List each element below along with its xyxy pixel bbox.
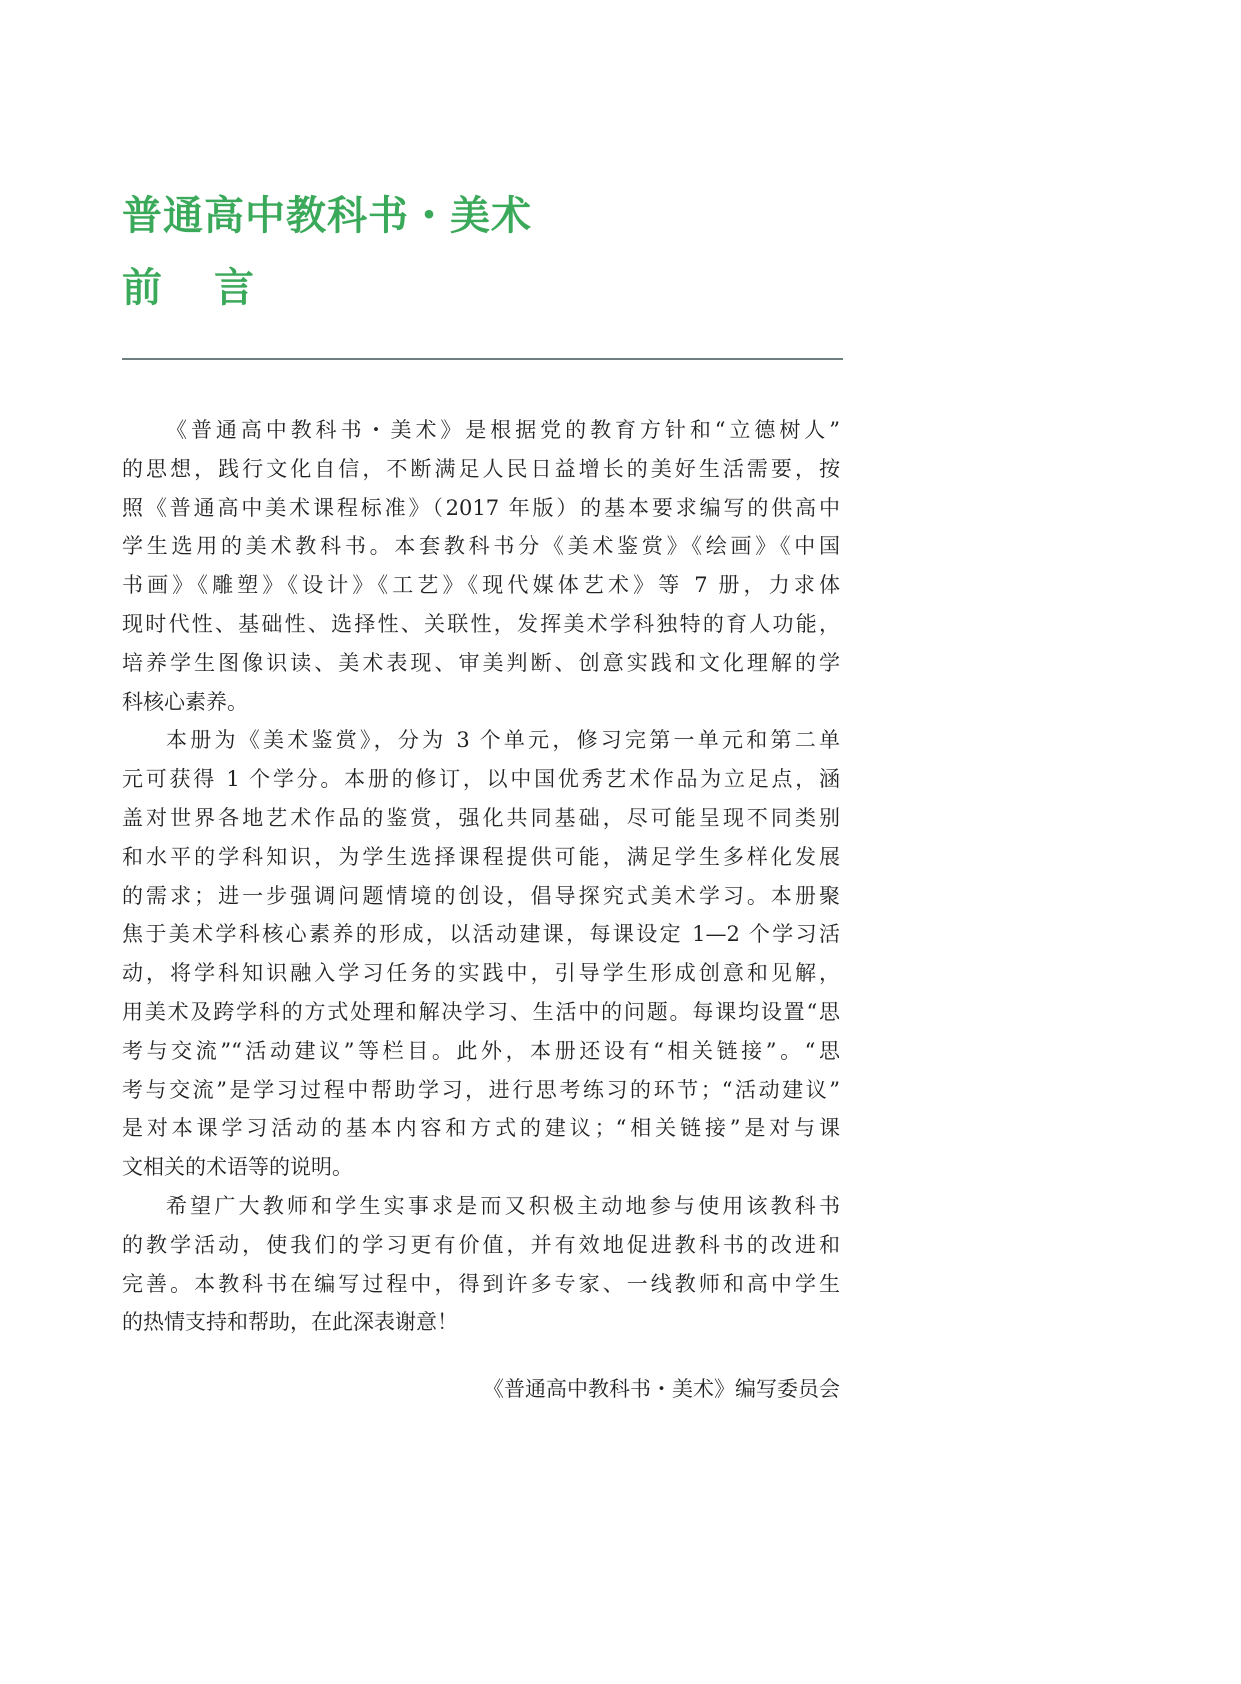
paragraph-line: 希望广大教师和学生实事求是而又积极主动地参与使用该教科书 [166,1193,840,1218]
section-title [122,264,254,312]
paragraph-line: 的热情支持和帮助，在此深表谢意！ [122,1310,458,1335]
signature: 《普通高中教科书・美术》编写委员会 [483,1377,840,1401]
paragraph-line: 完善。本教科书在编写过程中，得到许多专家、一线教师和高中学生 [122,1271,840,1296]
paragraph-line: 现时代性、基础性、选择性、关联性，发挥美术学科独特的育人功能， [122,611,840,636]
paragraph-line: 是对本课学习活动的基本内容和方式的建议；“相关链接”是对与课 [122,1116,840,1141]
series-title: 普通高中教科书・美术 [122,193,532,239]
paragraph-line: 文相关的术语等的说明。 [122,1155,353,1180]
paragraph-line: 的需求；进一步强调问题情境的创设，倡导探究式美术学习。本册聚 [122,883,840,908]
paragraph-line: 动，将学科知识融入学习任务的实践中，引导学生形成创意和见解， [122,961,840,986]
paragraph-line: 元可获得 1 个学分。本册的修订，以中国优秀艺术作品为立足点，涵 [122,767,840,792]
paragraph-line: 考与交流”“活动建议”等栏目。此外，本册还设有“相关链接”。“思 [122,1038,840,1063]
paragraph-line: 科核心素养。 [122,689,248,714]
paragraph-line: 盖对世界各地艺术作品的鉴赏，强化共同基础，尽可能呈现不同类别 [122,805,840,830]
section-title-char: 言 [214,265,254,311]
paragraph-line: 本册为《美术鉴赏》，分为 3 个单元，修习完第一单元和第二单 [166,728,840,753]
paragraph-line: 和水平的学科知识，为学生选择课程提供可能，满足学生多样化发展 [122,844,840,869]
title-divider [122,358,843,360]
paragraph-line: 照《普通高中美术课程标准》（2017 年版）的基本要求编写的供高中 [122,495,840,520]
paragraph-line: 的教学活动，使我们的学习更有价值，并有效地促进教科书的改进和 [122,1232,840,1257]
paragraph-line: 《普通高中教科书・美术》是根据党的教育方针和“立德树人” [166,418,840,442]
paragraph-line: 用美术及跨学科的方式处理和解决学习、生活中的问题。每课均设置“思 [122,999,840,1024]
preface-body [122,411,840,1342]
paragraph-line: 培养学生图像识读、美术表现、审美判断、创意实践和文化理解的学 [122,650,840,675]
paragraph-line: 考与交流”是学习过程中帮助学习，进行思考练习的环节；“活动建议” [122,1077,840,1102]
paragraph-line: 的思想，践行文化自信，不断满足人民日益增长的美好生活需要，按 [122,456,840,481]
paragraph-line: 学生选用的美术教科书。本套教科书分《美术鉴赏》《绘画》《中国 [122,534,840,559]
paragraph-line: 书画》《雕塑》《设计》《工艺》《现代媒体艺术》等 7 册，力求体 [122,573,840,598]
section-title-char: 前 [122,265,162,311]
paragraph-line: 焦于美术学科核心素养的形成，以活动建课，每课设定 1—2 个学习活 [122,922,840,947]
